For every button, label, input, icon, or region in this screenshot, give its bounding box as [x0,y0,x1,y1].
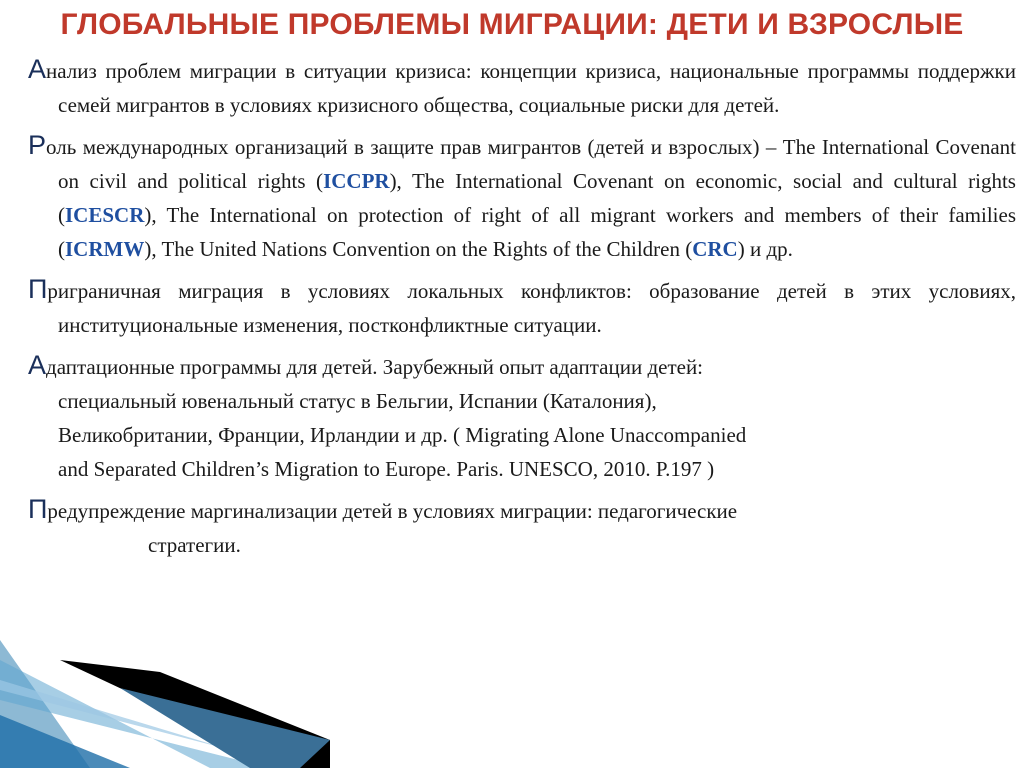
paragraph-line: стратегии. [148,533,241,557]
paragraph-border-migration [28,272,1016,342]
paragraph-text: оль международных организаций в защите прав мигрантов (детей и взрослых) – The International Covenant on civil and political rights ( [46,135,1016,193]
drop-cap: П [28,494,48,524]
paragraph-text: риграничная миграция в условиях локальных конфликтов: образование детей в этих условиях, институциональные изменения, постконфликтные ситуации. [47,279,1016,337]
paragraph-text: ), The International Covenant on economic, social and cultural rights ( [58,169,1016,227]
abbr-crc: CRC [692,237,738,261]
drop-cap: П [28,274,48,304]
paragraph-line: Великобритании, Франции, Ирландии и др. ( Migrating Alone Unaccompanied [58,423,747,447]
slide-content [28,52,1016,568]
paragraph-text: ), The International on protection of right of all migrant workers and members of their families ( [58,203,1016,261]
paragraph-text: ), The United Nations Convention on the Rights of the Children ( [144,237,693,261]
paragraph-marginalization-prevention [28,492,1016,562]
paragraph-text: ) и др. [737,237,793,261]
abbr-iccpr: ICCPR [323,169,390,193]
paragraph-line: даптационные программы для детей. Зарубежный опыт адаптации детей: [46,355,704,379]
paragraph-text: нализ проблем миграции в ситуации кризиса: концепции кризиса, национальные программы поддержки семей мигрантов в условиях кризисного общества, социальные риски для детей. [46,59,1016,117]
paragraph-line: and Separated Children’s Migration to Europe. Paris. UNESCO, 2010. P.197 ) [58,457,715,481]
abbr-icescr: ICESCR [65,203,145,227]
paragraph-adaptation-programs [28,348,1016,486]
paragraph-line: специальный ювенальный статус в Бельгии, Испании (Каталония), [58,389,657,413]
slide-title: ГЛОБАЛЬНЫЕ ПРОБЛЕМЫ МИГРАЦИИ: ДЕТИ И ВЗРОСЛЫЕ [60,8,964,41]
drop-cap: А [28,54,47,84]
drop-cap: А [28,350,47,380]
paragraph-international-organizations [28,128,1016,266]
abbr-icrmw: ICRMW [65,237,145,261]
drop-cap: Р [28,130,47,160]
paragraph-crisis-analysis [28,52,1016,122]
paragraph-line: редупреждение маргинализации детей в условиях миграции: педагогические [47,499,738,523]
